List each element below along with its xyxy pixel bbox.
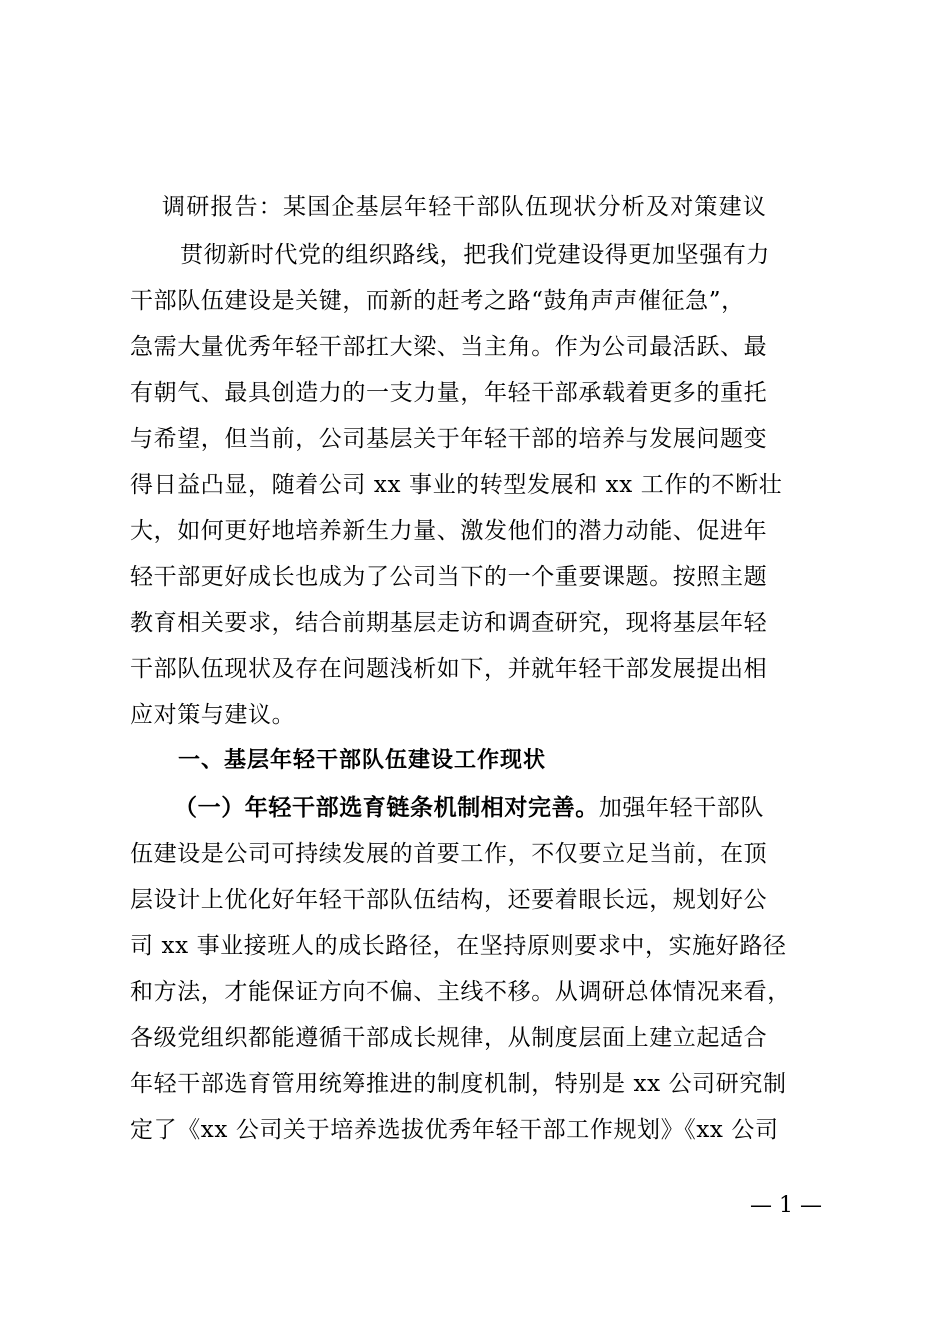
page-number: — 1 — [750,1193,822,1218]
paragraph-line: 和方法，才能保证方向不偏、主线不移。从调研总体情况来看， [130,979,791,1005]
subsection-first-line [174,793,764,823]
document-title: 调研报告：某国企基层年轻干部队伍现状分析及对策建议 [162,194,767,220]
paragraph-line: 层设计上优化好年轻干部队伍结构，还要着眼长远，规划好公 [130,887,768,913]
paragraph-line: 干部队伍现状及存在问题浅析如下，并就年轻干部发展提出相 [130,656,768,682]
paragraph-line: 得日益凸显，随着公司 xx 事业的转型发展和 xx 工作的不断壮 [130,472,783,498]
paragraph-line: 有朝气、最具创造力的一支力量，年轻干部承载着更多的重托 [130,380,768,406]
paragraph-line: 应对策与建议。 [130,702,296,728]
paragraph-line: 定了《xx 公司关于培养选拔优秀年轻干部工作规划》《xx 公司 [130,1117,779,1143]
paragraph-line: 干部队伍建设是关键，而新的赶考之路“鼓角声声催征急”， [130,288,745,314]
paragraph-line: 急需大量优秀年轻干部扛大梁、当主角。作为公司最活跃、最 [130,334,768,360]
subsection-heading: （一）年轻干部选育链条机制相对完善。 [174,794,599,821]
paragraph-line: 年轻干部选育管用统筹推进的制度机制，特别是 xx 公司研究制 [130,1071,787,1097]
paragraph-line: 司 xx 事业接班人的成长路径，在坚持原则要求中，实施好路径 [130,933,787,959]
paragraph-line: 伍建设是公司可持续发展的首要工作，不仅要立足当前，在顶 [130,841,768,867]
paragraph-line: 各级党组织都能遵循干部成长规律，从制度层面上建立起适合 [130,1025,768,1051]
section-heading: 一、基层年轻干部队伍建设工作现状 [178,748,547,773]
paragraph-line: 贯彻新时代党的组织路线，把我们党建设得更加坚强有力 [180,242,770,268]
paragraph-line: 教育相关要求，结合前期基层走访和调查研究，现将基层年轻 [130,610,768,636]
paragraph-line: 轻干部更好成长也成为了公司当下的一个重要课题。按照主题 [130,564,768,590]
paragraph-line: 大，如何更好地培养新生力量、激发他们的潜力动能、促进年 [130,518,768,544]
subsection-first-line-text: 加强年轻干部队 [598,795,765,821]
paragraph-line: 与希望，但当前，公司基层关于年轻干部的培养与发展问题变 [130,426,768,452]
